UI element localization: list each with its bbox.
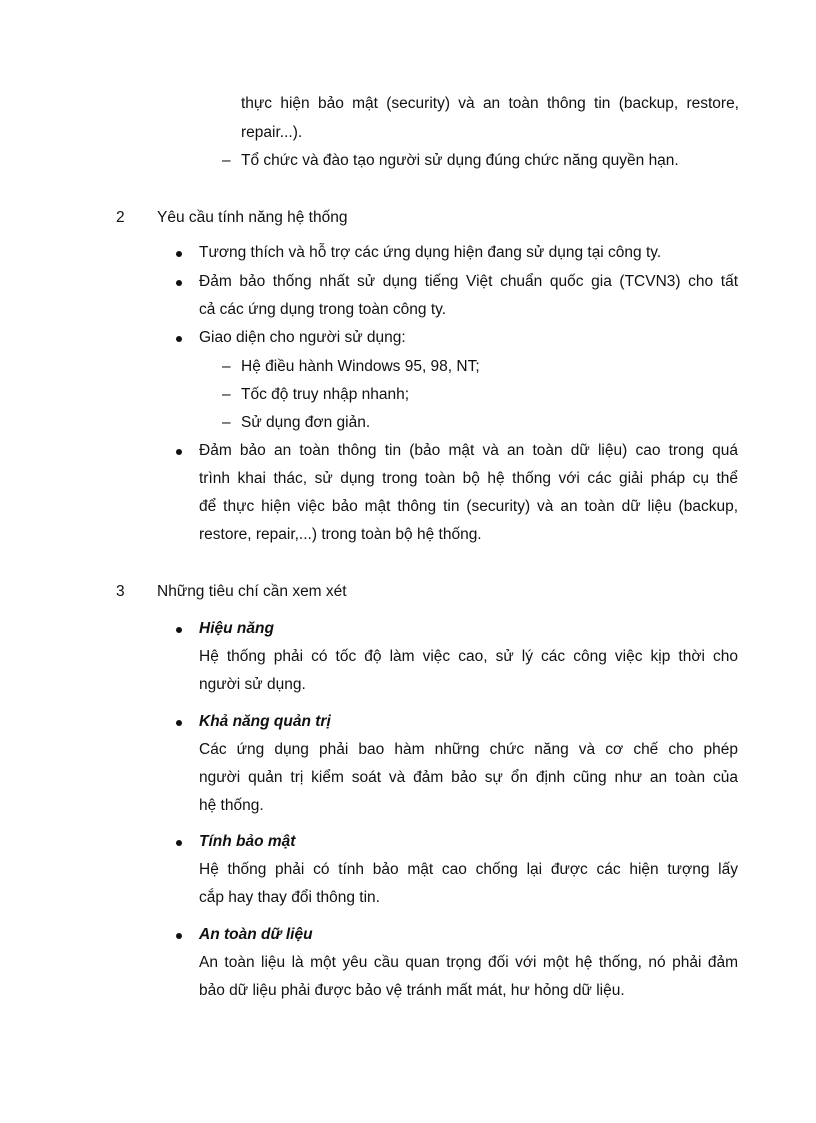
criterion-heading: An toàn dữ liệu: [199, 926, 313, 943]
intro-continuation-line-2: repair...).: [241, 124, 303, 141]
bullet-icon: [176, 449, 182, 455]
section-3-title: Những tiêu chí cần xem xét: [157, 583, 347, 600]
bullet-icon: [176, 251, 182, 257]
dash-marker: –: [222, 152, 231, 169]
section-2-bullet-2-line-2: cả các ứng dụng trong toàn công ty.: [199, 301, 447, 318]
criterion-text-line: Hệ thống phải có tốc độ làm việc cao, sử lý các công việc kịp thời cho: [199, 648, 738, 665]
section-2-title: Yêu cầu tính năng hệ thống: [157, 209, 348, 226]
bullet-icon: [176, 280, 182, 286]
section-2-bullet-3: Giao diện cho người sử dụng:: [199, 329, 406, 346]
bullet-icon: [176, 336, 182, 342]
dash-marker: –: [222, 414, 231, 431]
dash-marker: –: [222, 386, 231, 403]
section-2-number: 2: [116, 209, 125, 226]
criterion-text-line: Các ứng dụng phải bao hàm những chức năng và cơ chế cho phép: [199, 741, 738, 758]
criterion-heading: Khả năng quản trị: [199, 713, 331, 730]
section-3-number: 3: [116, 583, 125, 600]
sub-item-3: Sử dụng đơn giản.: [241, 414, 371, 431]
criterion-text-line: Hệ thống phải có tính bảo mật cao chống lại được các hiện tượng lấy: [199, 861, 738, 878]
criterion-text-line: người quản trị kiểm soát và đảm bảo sự ổn định cũng như an toàn của: [199, 769, 738, 786]
intro-continuation-line-1: thực hiện bảo mật (security) và an toàn thông tin (backup, restore,: [241, 95, 739, 112]
sub-item-1: Hệ điều hành Windows 95, 98, NT;: [241, 358, 480, 375]
criterion-text-line: An toàn liệu là một yêu cầu quan trọng đối với một hệ thống, nó phải đảm: [199, 954, 738, 971]
sub-item-2: Tốc độ truy nhập nhanh;: [241, 386, 410, 403]
criterion-text-line: người sử dụng.: [199, 676, 306, 693]
criterion-text-line: cắp hay thay đổi thông tin.: [199, 889, 380, 906]
intro-dash-item: Tổ chức và đào tạo người sử dụng đúng chức năng quyền hạn.: [241, 152, 679, 169]
criterion-text-line: bảo dữ liệu phải được bảo vệ tránh mất mát, hư hỏng dữ liệu.: [199, 982, 625, 999]
criterion-text-line: hệ thống.: [199, 797, 264, 814]
bullet-icon: [176, 840, 182, 846]
bullet-icon: [176, 627, 182, 633]
section-2-bullet-4-line-2: trình khai thác, sử dụng trong toàn bộ hệ thống với các giải pháp cụ thể: [199, 470, 738, 487]
criterion-heading: Hiệu năng: [199, 620, 274, 637]
dash-marker: –: [222, 358, 231, 375]
criterion-heading: Tính bảo mật: [199, 833, 296, 850]
section-2-bullet-4-line-4: restore, repair,...) trong toàn bộ hệ thống.: [199, 526, 482, 543]
section-2-bullet-1: Tương thích và hỗ trợ các ứng dụng hiện đang sử dụng tại công ty.: [199, 244, 662, 261]
section-2-bullet-4-line-3: để thực hiện việc bảo mật thông tin (security) và an toàn dữ liệu (backup,: [199, 498, 738, 515]
bullet-icon: [176, 933, 182, 939]
section-2-bullet-4-line-1: Đảm bảo an toàn thông tin (bảo mật và an toàn dữ liệu) cao trong quá: [199, 442, 738, 459]
bullet-icon: [176, 720, 182, 726]
section-2-bullet-2-line-1: Đảm bảo thống nhất sử dụng tiếng Việt chuẩn quốc gia (TCVN3) cho tất: [199, 273, 738, 290]
